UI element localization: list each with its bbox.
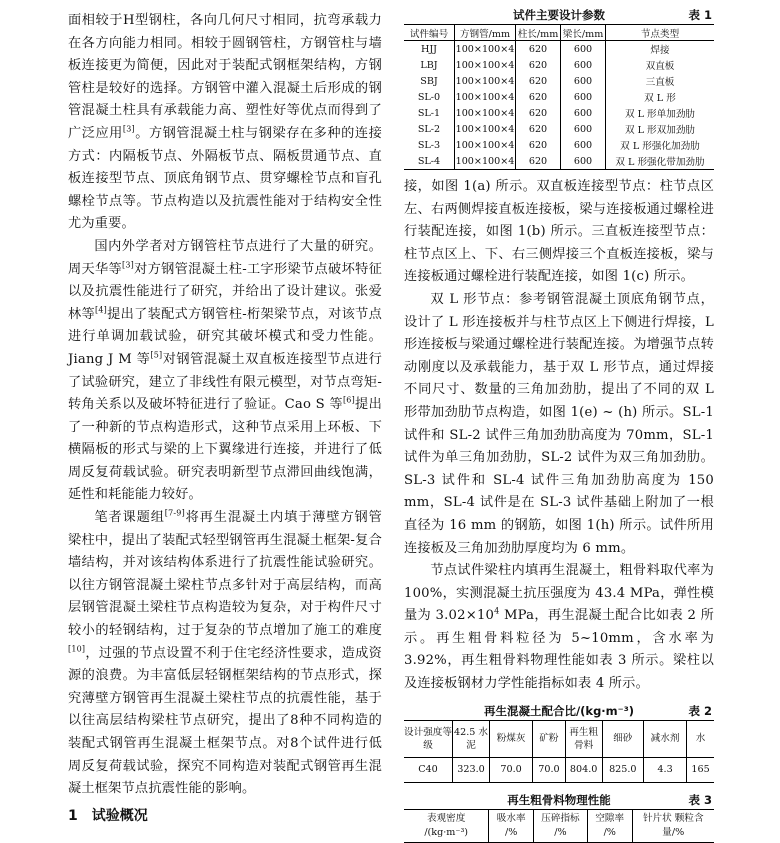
table1-title: 试件主要设计参数	[513, 8, 605, 22]
table-cell: 600	[561, 57, 606, 73]
table-cell: 323.0	[453, 757, 490, 782]
table1-caption	[404, 6, 714, 24]
table-cell: 70.0	[490, 757, 533, 782]
table2-header-cell: 细砂	[602, 720, 643, 757]
table-cell: 双 L 形双加劲肋	[624, 125, 696, 136]
table2	[404, 720, 714, 783]
materials-paragraph: 节点试件梁柱内填再生混凝土，粗骨料取代率为 100%，实测混凝土抗压强度为 43.4 MPa，弹性模量为 $3.02\times 10^4$ MPa，再生混凝土配合比如表 2 所示。再生粗骨料粒径为 5~10mm，含水率为 3.92%，再生粗骨料物理性能如表 3 所示。梁柱以及连接板钢材力学性能指标如表 4 所示。	[404, 563, 714, 692]
table-cell: SL-3	[404, 137, 455, 153]
research-motivation-paragraph: 笔者课题组[7-9]将再生混凝土内填于薄壁方钢管梁柱中，提出了装配式轻型钢管再生混凝土框架-复合墙结构，并对该结构体系进行了抗震性能试验研究。以往方钢管混凝土梁柱节点多针对于高层结构，而高层钢管混凝土梁柱节点构造较为复杂，对于构件尺寸较小的轻钢结构，过于复杂的节点增加了施工的难度[10]，过强的节点设置不利于住宅经济性要求，造成资源的浪费。为丰富低层轻钢框架结构的节点形式，探究薄壁方钢管再生混凝土梁柱节点的抗震性能，基于以往高层结构梁柱节点研究，提出了8种不同构造的装配式钢管再生混凝土框架节点。对8个试件进行低周反复荷载试验，探究不同构造对装配式钢管再生混凝土框架节点抗震性能的影响。	[68, 508, 382, 797]
table3-title: 再生粗骨料物理性能	[507, 792, 611, 807]
table3-header-cell: 针片状 颗粒含量/%	[642, 812, 704, 838]
table-cell: 双 L 形强化带加劲肋	[615, 157, 705, 168]
table2-header-cell: 42.5 水泥	[453, 720, 490, 757]
table-cell: 焊接	[650, 45, 670, 56]
table3-header-cell: 空隙率 /%	[587, 809, 632, 842]
table-cell: 600	[561, 73, 606, 89]
table-cell: SL-2	[404, 121, 455, 137]
table-cell: 620	[516, 41, 561, 58]
table-row	[404, 153, 714, 170]
table-cell: 双直板	[645, 61, 675, 72]
table-cell: 825.0	[602, 757, 643, 782]
table1	[404, 24, 714, 170]
left-text-block	[68, 10, 382, 827]
table-cell: 4.3	[643, 757, 686, 782]
table-cell: 600	[561, 121, 606, 137]
section-heading: 1 试验概况	[68, 807, 148, 824]
table-cell: 100×100×4	[455, 121, 516, 137]
table3-header-cell: 表观密度 /(kg·m⁻³)	[404, 809, 489, 842]
table-cell: 100×100×4	[455, 137, 516, 153]
table-cell: 620	[516, 137, 561, 153]
table-row	[404, 57, 714, 73]
right-column	[404, 0, 714, 843]
table2-header-cell: 减水剂	[643, 720, 686, 757]
table-cell: 600	[561, 137, 606, 153]
table-cell: 600	[561, 41, 606, 58]
table-row	[404, 757, 714, 782]
table-cell: 100×100×4	[455, 73, 516, 89]
table-cell: SL-1	[404, 105, 455, 121]
table3-header-cell: 吸水率 /%	[489, 809, 534, 842]
table-cell: 600	[561, 153, 606, 170]
table2-title: 再生混凝土配合比/(kg·m⁻³)	[483, 703, 635, 718]
table-row	[404, 41, 714, 58]
connection-description-paragraph: 接，如图 1(a) 所示。双直板连接型节点：柱节点区左、右两侧焊接直板连接板，梁与连接板通过螺栓进行装配连接，如图 1(b) 所示。三直板连接型节点：柱节点区上、下、右三侧焊接三个直板连接板，梁与连接板通过螺栓进行装配连接，如图 1(c) 所示。	[404, 179, 714, 285]
table3-header-cell: 压碎指标 /%	[533, 809, 587, 842]
table-cell: 三直板	[645, 77, 675, 88]
table3-caption	[404, 791, 714, 809]
table2-header-cell: 水	[695, 733, 706, 745]
table-cell: 620	[516, 105, 561, 121]
table-cell: 804.0	[565, 757, 602, 782]
table-cell: 620	[516, 89, 561, 105]
table-cell: 70.0	[533, 757, 565, 782]
table-cell: SL-4	[404, 153, 455, 170]
table-cell: 100×100×4	[455, 105, 516, 121]
table3-header-row	[404, 809, 714, 842]
table-cell: 100×100×4	[455, 57, 516, 73]
table2-number: 表 2	[688, 703, 712, 718]
literature-review-paragraph: 国内外学者对方钢管柱节点进行了大量的研究。周天华等[3]对方钢管混凝土柱-工字形梁节点破坏特征以及抗震性能进行了研究，并给出了设计建议。张爱林等[4]提出了装配式方钢管柱-桁架梁节点，对该节点进行单调加载试验，研究其破坏模式和受力性能。Jiang J M 等[5]对钢管混凝土双直板连接型节点进行了试验研究，建立了非线性有限元模型，对节点弯矩-转角关系以及破坏特征进行了验证。Cao S 等[6]提出了一种新的节点构造形式，这种节点采用上环板、下横隔板的形式与梁的上下翼缘进行连接，并进行了低周反复荷载试验。研究表明新型节点滞回曲线饱满，延性和耗能能力较好。	[68, 238, 382, 503]
table-row	[404, 73, 714, 89]
table-cell: 100×100×4	[455, 153, 516, 170]
table1-header-cell: 试件编号	[404, 25, 455, 41]
table-cell: 600	[561, 105, 606, 121]
table1-header-cell: 梁长/mm	[561, 25, 606, 41]
table-cell: 620	[516, 57, 561, 73]
table-cell: HJJ	[404, 41, 455, 58]
table-cell: 100×100×4	[455, 89, 516, 105]
table-cell: 100×100×4	[455, 41, 516, 58]
table2-header-cell: 粉煤灰	[490, 720, 533, 757]
table1-header-row	[404, 25, 714, 41]
table-cell: 双 L 形强化加劲肋	[620, 141, 700, 152]
table2-header-cell: 矿粉	[533, 720, 565, 757]
table-cell: C40	[404, 757, 453, 782]
table1-number: 表 1	[688, 8, 712, 22]
table-row	[404, 137, 714, 153]
table-cell: 600	[561, 89, 606, 105]
table2-header-cell: 设计强度等级	[404, 720, 453, 757]
table-cell: 165	[691, 764, 710, 776]
table2-header-row	[404, 720, 714, 757]
table-row	[404, 89, 714, 105]
table2-header-cell: 再生粗骨料	[565, 720, 602, 757]
table-cell: SBJ	[404, 73, 455, 89]
table-cell: 双 L 形	[644, 93, 676, 104]
intro-paragraph: 面相较于H型钢柱，各向几何尺寸相同，抗弯承载力在各方向能力相同。相较于圆钢管柱，方钢管柱与墙板连接更为简便，因此对于装配式钢框架结构，方钢管柱是较好的选择。方钢管中灌入混凝土后形成的钢管混凝土柱具有承载能力高、塑性好等优点而得到了广泛应用[3]。方钢管混凝土柱与钢梁存在多种的连接方式：内隔板节点、外隔板节点、隔板贯通节点、直板连接型节点、顶底角钢节点、贯穿螺栓节点和盲孔螺栓节点等。节点构造以及抗震性能对于结构安全性尤为重要。	[68, 13, 382, 232]
table-cell: 620	[516, 73, 561, 89]
table-cell: LBJ	[404, 57, 455, 73]
table-row	[404, 121, 714, 137]
table1-header-cell: 节点类型	[640, 28, 680, 40]
table2-caption	[404, 702, 714, 720]
table1-header-cell: 方钢管/mm	[455, 25, 516, 41]
table-cell: 620	[516, 153, 561, 170]
table-row	[404, 105, 714, 121]
table-cell: 双 L 形单加劲肋	[624, 109, 696, 120]
table3	[404, 809, 714, 843]
table3-number: 表 3	[688, 792, 712, 807]
double-l-paragraph: 双 L 形节点：参考钢管混凝土顶底角钢节点，设计了 L 形连接板并与柱节点区上下侧进行焊接，L 形连接板与梁通过螺栓进行装配连接。为增强节点转动刚度以及承载能力，基于双 L 形节点，通过焊接不同尺寸、数量的三角加劲肋，提出了不同的双 L 形带加劲肋节点构造，如图 1(e) ~ (h) 所示。SL-1 试件和 SL-2 试件三角加劲肋高度为 70mm，SL-1 试件为单三角加劲肋，SL-2 试件为双三角加劲肋。SL-3 试件和 SL-4 试件三角加劲肋高度为 150 mm，SL-4 试件是在 SL-3 试件基础上附加了一根直径为 16 mm 的钢筋，如图 1(h) 所示。试件所用连接板及三角加劲肋厚度均为 6 mm。	[404, 291, 714, 556]
table1-header-cell: 柱长/mm	[516, 25, 561, 41]
table-cell: SL-0	[404, 89, 455, 105]
table-cell: 620	[516, 121, 561, 137]
